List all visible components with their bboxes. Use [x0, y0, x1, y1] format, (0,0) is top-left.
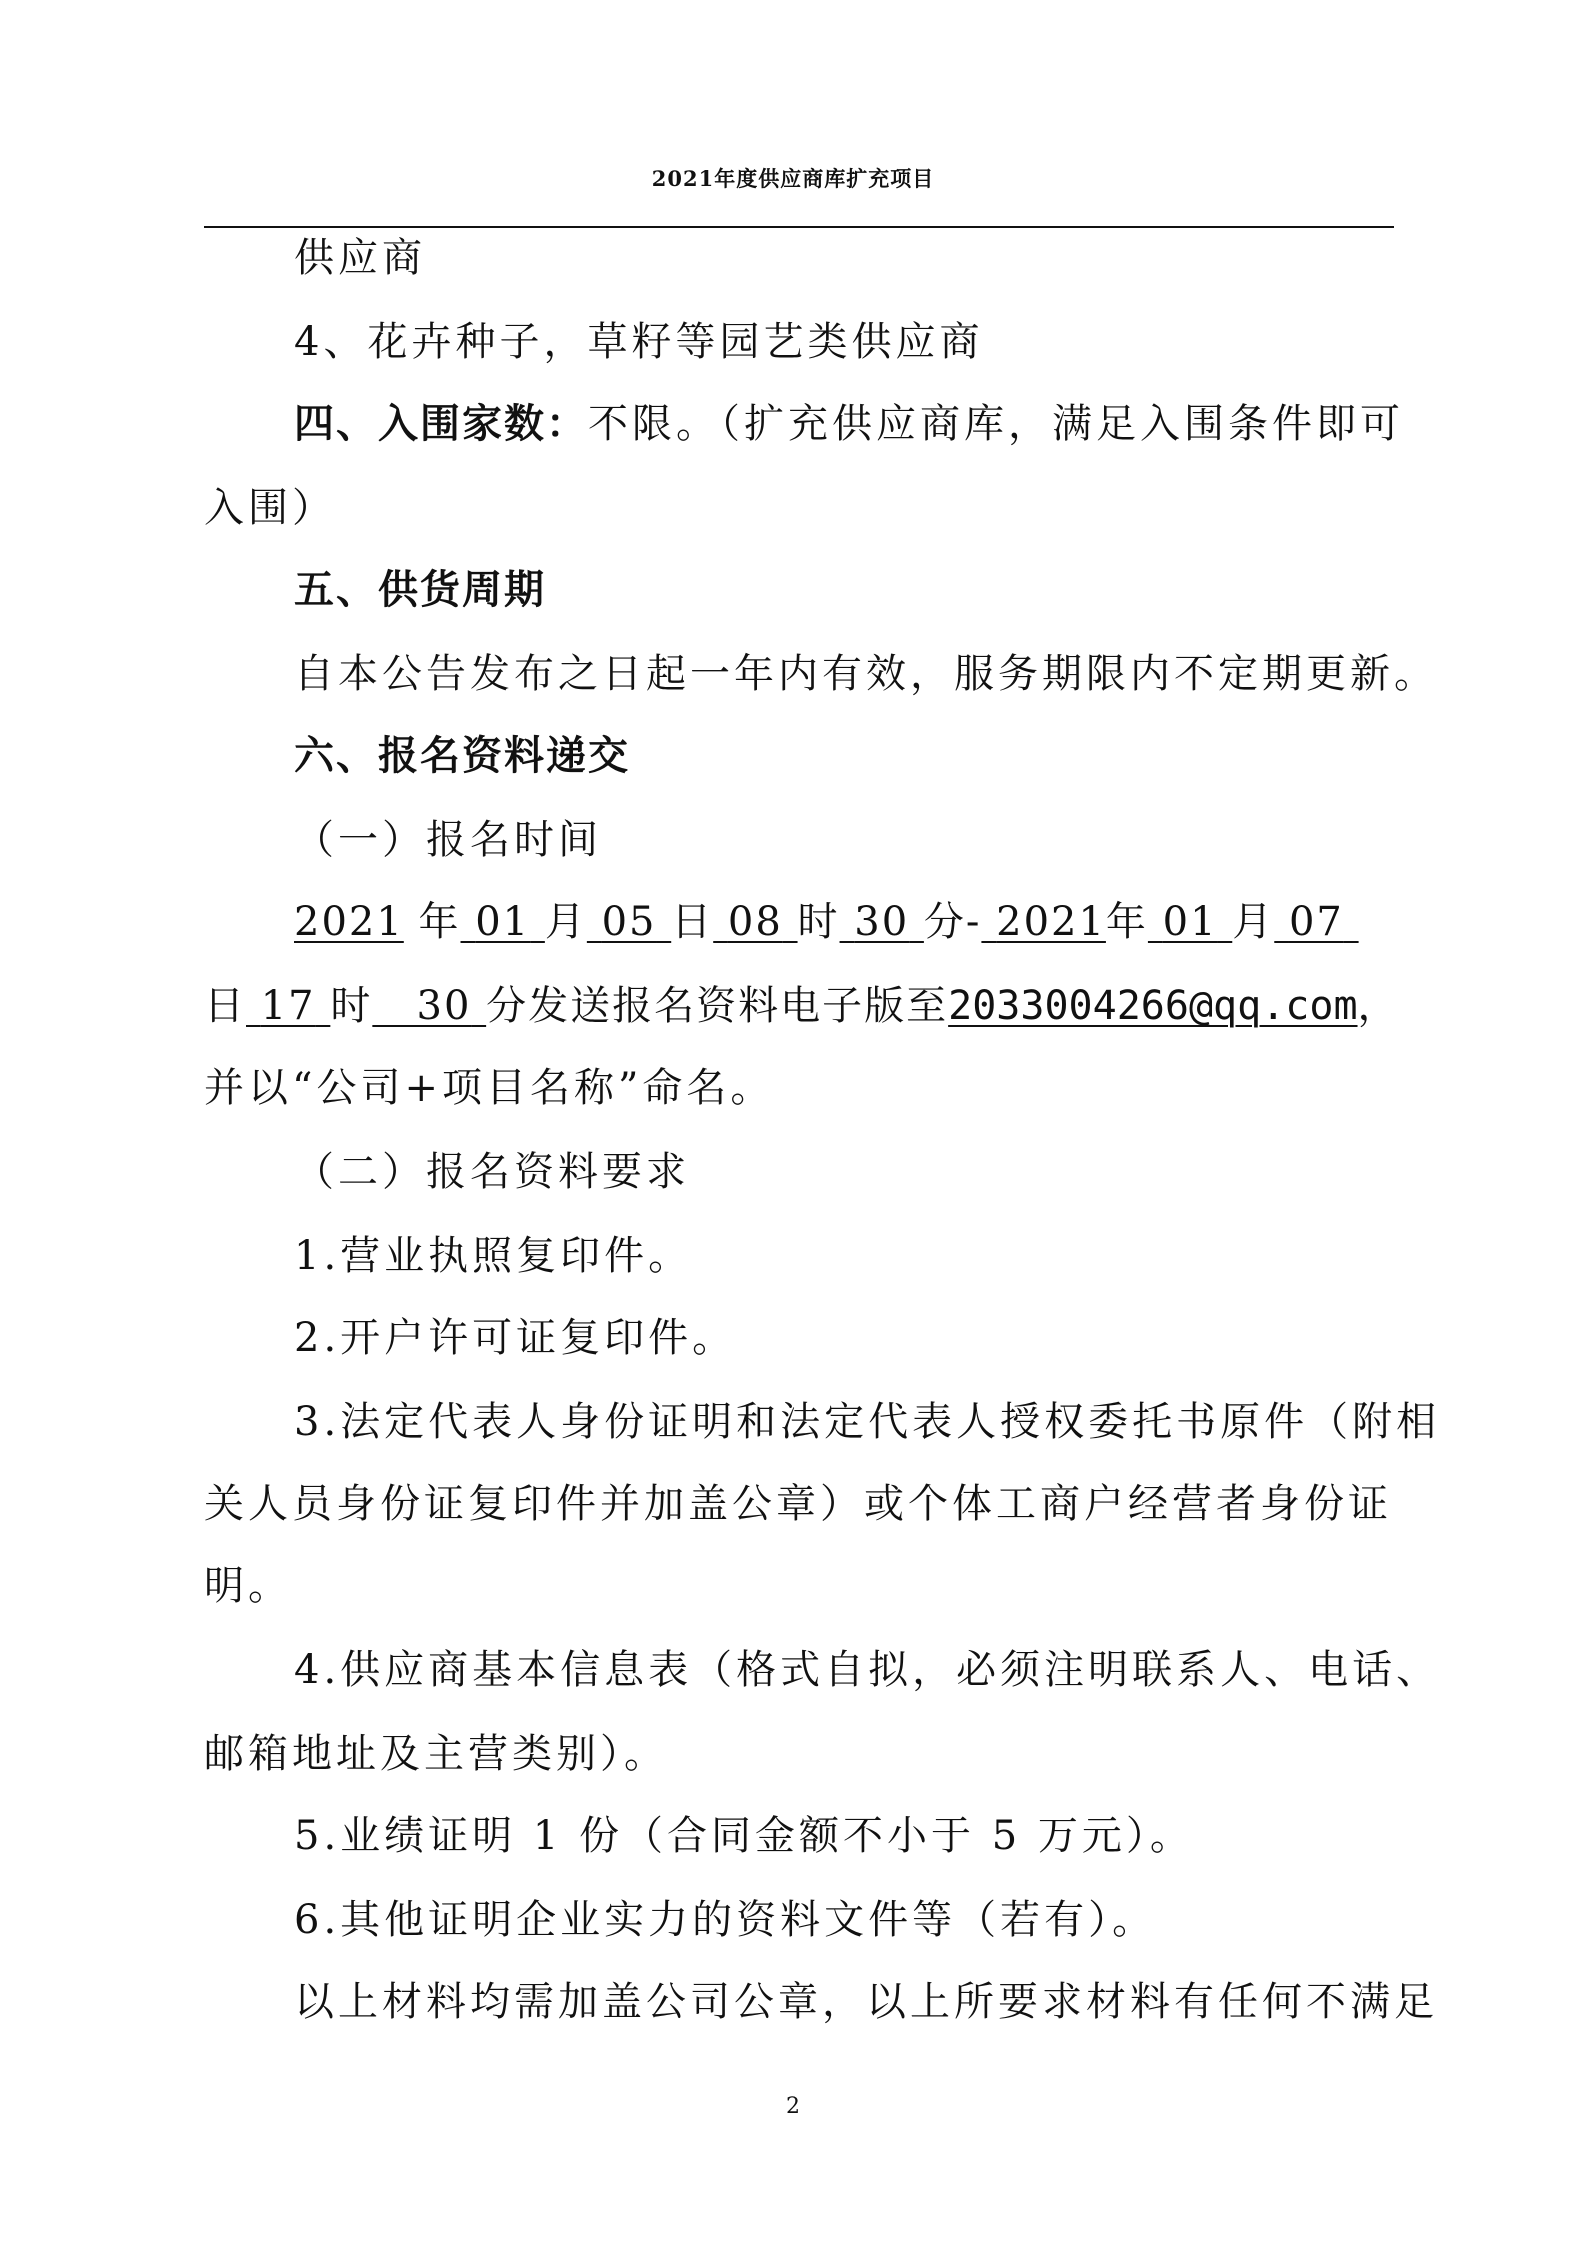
text-span: 月 — [1232, 899, 1275, 945]
text-span: ， — [1357, 983, 1400, 1029]
blank-month — [461, 899, 545, 945]
value-span: 01 — [475, 899, 531, 945]
text-line: 明。 — [204, 1563, 292, 1609]
value-span: 17 — [260, 983, 316, 1029]
blank-minute — [372, 983, 486, 1029]
text-span: 时 — [797, 899, 840, 945]
text-span: 日 — [204, 983, 246, 1029]
blank-minute — [840, 899, 924, 945]
text-span: 年 — [418, 899, 461, 945]
text-line: 邮箱地址及主营类别）。 — [204, 1731, 668, 1777]
text-line: 4、花卉种子，草籽等园艺类供应商 — [294, 319, 984, 365]
blank-year: 2021 — [294, 899, 404, 945]
text-line: 入围） — [204, 485, 336, 531]
text-line: 自本公告发布之日起一年内有效，服务期限内不定期更新。 — [294, 651, 1438, 697]
list-item: 1.营业执照复印件。 — [294, 1233, 693, 1279]
text-span: 月 — [544, 899, 587, 945]
value-span: 07 — [1288, 899, 1344, 945]
registration-time-line — [204, 982, 1400, 1030]
text-line: 供应商 — [294, 235, 426, 281]
list-item: 5.业绩证明 1 份（合同金额不小于 5 万元）。 — [294, 1813, 1194, 1859]
list-item: 6.其他证明企业实力的资料文件等（若有）。 — [294, 1897, 1157, 1943]
list-item: 2.开户许可证复印件。 — [294, 1315, 737, 1361]
page-header-title: 2021年度供应商库扩充项目 — [651, 166, 935, 191]
value-span: 30 — [854, 899, 910, 945]
blank-hour — [246, 983, 330, 1029]
value-span: 2021 — [996, 899, 1106, 945]
text-span: 分- — [923, 899, 982, 945]
subsection-heading: （二）报名资料要求 — [294, 1149, 690, 1195]
text-span: 不限。（扩充供应商库，满足入围条件即可 — [588, 401, 1404, 447]
header-rule — [204, 226, 1394, 228]
blank-hour — [713, 899, 797, 945]
text-line: 并以“公司+项目名称”命名。 — [204, 1065, 775, 1111]
email-link[interactable]: 2033004266@qq.com — [948, 983, 1358, 1029]
list-item: 3.法定代表人身份证明和法定代表人授权委托书原件（附相 — [294, 1399, 1441, 1445]
text-line: 以上材料均需加盖公司公章，以上所要求材料有任何不满足 — [294, 1979, 1438, 2025]
blank-month — [1148, 899, 1232, 945]
value-span: 01 — [1162, 899, 1218, 945]
blank-day — [587, 899, 671, 945]
subsection-heading: （一）报名时间 — [294, 817, 602, 863]
value-span: 05 — [601, 899, 657, 945]
section-heading: 六、报名资料递交 — [294, 733, 630, 779]
text-line: 关人员身份证复印件并加盖公章）或个体工商户经营者身份证 — [204, 1481, 1392, 1527]
page-number: 2 — [786, 2094, 800, 2119]
text-span: 日 — [671, 899, 714, 945]
registration-time-line — [204, 898, 1484, 946]
blank-year — [981, 899, 1106, 945]
blank-day — [1274, 899, 1358, 945]
text-span: 时 — [330, 983, 373, 1029]
section-four — [204, 400, 1484, 448]
section-heading: 四、入围家数： — [294, 401, 588, 447]
text-span: 年 — [1105, 899, 1148, 945]
text-span: 分发送报名资料电子版至 — [486, 983, 949, 1029]
list-item: 4.供应商基本信息表（格式自拟，必须注明联系人、电话、 — [294, 1647, 1441, 1693]
value-span: 08 — [727, 899, 783, 945]
section-heading: 五、供货周期 — [294, 567, 546, 613]
value-span: 30 — [416, 983, 472, 1029]
